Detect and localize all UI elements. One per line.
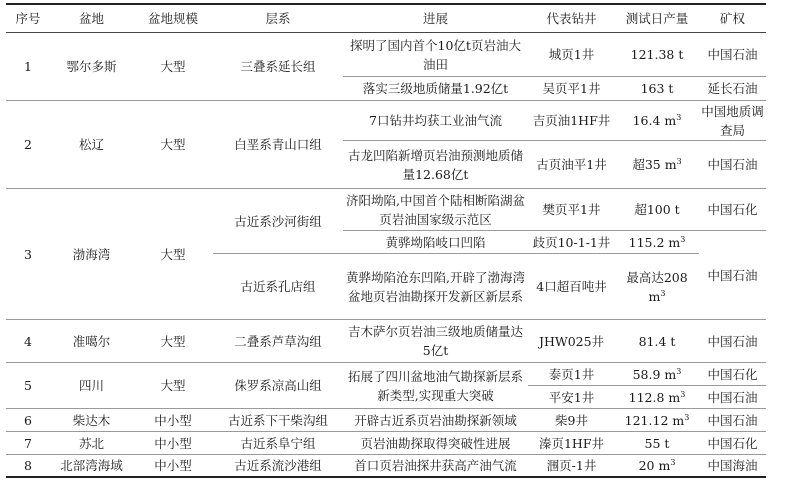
cell-mineral-rights bbox=[699, 101, 766, 141]
cell-progress-text: 首口页岩油探井获高产油气流 bbox=[354, 457, 517, 473]
cell-index-text: 7 bbox=[24, 435, 32, 451]
cell-representative-well bbox=[528, 432, 615, 455]
table-header-row bbox=[6, 4, 766, 33]
cell-basin-text: 苏北 bbox=[78, 435, 104, 451]
cell-daily-output bbox=[615, 254, 699, 320]
table-row bbox=[6, 455, 766, 477]
cell-daily-output-unit-exponent: 3 bbox=[676, 113, 682, 122]
cell-mineral-rights bbox=[699, 33, 766, 77]
cell-mineral-rights bbox=[699, 231, 766, 320]
cell-basin-scale-text: 大型 bbox=[160, 59, 186, 74]
cell-daily-output bbox=[615, 189, 699, 231]
table-row bbox=[6, 432, 766, 455]
cell-index-text: 6 bbox=[24, 412, 32, 428]
cell-mineral-rights-text: 中国石油 bbox=[707, 267, 758, 283]
cell-daily-output bbox=[615, 33, 699, 77]
cell-progress bbox=[343, 33, 528, 77]
cell-progress-text: 落实三级地质储量1.92亿t bbox=[362, 81, 509, 96]
cell-strata-text: 三叠系延长组 bbox=[240, 59, 316, 74]
cell-daily-output-unit-exponent: 3 bbox=[680, 389, 686, 399]
cell-representative-well-text: 吴页平1井 bbox=[542, 81, 601, 96]
cell-daily-output bbox=[615, 231, 699, 254]
cell-daily-output bbox=[615, 363, 699, 386]
cell-representative-well-text: 城页1井 bbox=[548, 47, 595, 62]
cell-strata bbox=[213, 33, 343, 101]
cell-daily-output-unit-exponent: 3 bbox=[680, 234, 686, 244]
cell-index-text: 2 bbox=[24, 137, 32, 152]
cell-daily-output-text: 121.38 t bbox=[630, 47, 684, 62]
cell-representative-well bbox=[528, 101, 615, 141]
cell-strata bbox=[213, 101, 343, 189]
header-basin: 盆地 bbox=[50, 4, 133, 33]
cell-representative-well bbox=[528, 231, 615, 254]
cell-mineral-rights bbox=[699, 386, 766, 409]
cell-mineral-rights bbox=[699, 409, 766, 432]
cell-mineral-rights-text: 中国石化 bbox=[707, 435, 758, 451]
cell-basin-scale bbox=[133, 33, 213, 101]
cell-mineral-rights bbox=[699, 432, 766, 455]
cell-progress bbox=[343, 231, 528, 254]
cell-representative-well bbox=[528, 363, 615, 386]
cell-basin-text: 鄂尔多斯 bbox=[66, 59, 117, 74]
cell-index-text: 4 bbox=[24, 333, 32, 349]
cell-progress-text: 拓展了四川盆地油气勘探新层系新类型,实现重大突破 bbox=[347, 368, 523, 403]
cell-daily-output-text: 20 m bbox=[638, 457, 671, 473]
cell-index bbox=[6, 409, 50, 432]
cell-index bbox=[6, 455, 50, 477]
cell-basin bbox=[50, 363, 133, 409]
cell-basin-text: 松辽 bbox=[78, 137, 104, 152]
cell-basin-scale-text: 大型 bbox=[160, 246, 186, 262]
cell-representative-well bbox=[528, 455, 615, 477]
cell-strata-text: 白垩系青山口组 bbox=[234, 137, 322, 152]
cell-mineral-rights-text: 中国石油 bbox=[707, 333, 758, 349]
cell-index-text: 5 bbox=[24, 378, 32, 393]
cell-basin-text: 四川 bbox=[78, 378, 104, 393]
cell-strata bbox=[213, 254, 343, 320]
table-row bbox=[6, 189, 766, 231]
table-row bbox=[6, 101, 766, 141]
cell-strata bbox=[213, 432, 343, 455]
cell-mineral-rights-text: 中国石化 bbox=[707, 366, 758, 382]
cell-mineral-rights-text: 中国石油 bbox=[707, 389, 758, 405]
cell-mineral-rights bbox=[699, 77, 766, 101]
cell-mineral-rights-text: 中国石油 bbox=[707, 47, 758, 62]
cell-basin-scale bbox=[133, 101, 213, 189]
cell-strata bbox=[213, 455, 343, 477]
cell-basin-scale bbox=[133, 455, 213, 477]
cell-representative-well bbox=[528, 386, 615, 409]
cell-basin bbox=[50, 101, 133, 189]
cell-daily-output-text: 115.2 m bbox=[628, 234, 681, 250]
cell-daily-output bbox=[615, 409, 699, 432]
cell-basin-scale-text: 中小型 bbox=[154, 435, 192, 451]
cell-daily-output-text: 最高达208 m bbox=[626, 269, 688, 304]
cell-basin bbox=[50, 189, 133, 320]
cell-strata bbox=[213, 363, 343, 409]
cell-index-text: 8 bbox=[24, 457, 32, 473]
cell-representative-well-text: 歧页10-1-1井 bbox=[532, 234, 611, 250]
cell-basin-scale bbox=[133, 363, 213, 409]
cell-basin-text: 准噶尔 bbox=[72, 333, 111, 349]
cell-progress-text: 黄骅坳陷岐口凹陷 bbox=[385, 234, 486, 250]
cell-strata-text: 古近系孔店组 bbox=[240, 279, 316, 294]
cell-strata-text: 侏罗系凉高山组 bbox=[234, 378, 322, 393]
cell-progress-text: 7口钻井均获工业油气流 bbox=[369, 113, 502, 128]
cell-representative-well bbox=[528, 189, 615, 231]
cell-representative-well-text: 涠页-1井 bbox=[546, 457, 597, 473]
cell-mineral-rights-text: 中国石油 bbox=[707, 157, 758, 172]
cell-progress bbox=[343, 101, 528, 141]
cell-progress-text: 页岩油勘探取得突破性进展 bbox=[360, 435, 511, 451]
header-daily-output: 测试日产量 bbox=[615, 4, 699, 33]
cell-daily-output bbox=[615, 455, 699, 477]
header-progress: 进展 bbox=[343, 4, 528, 33]
cell-progress bbox=[343, 189, 528, 231]
cell-daily-output bbox=[615, 141, 699, 189]
cell-mineral-rights-text: 延长石油 bbox=[707, 81, 758, 96]
header-representative-well: 代表钻井 bbox=[528, 4, 615, 33]
cell-mineral-rights-text: 中国地质调查局 bbox=[701, 103, 764, 138]
cell-representative-well bbox=[528, 409, 615, 432]
cell-basin bbox=[50, 320, 133, 363]
cell-progress bbox=[343, 254, 528, 320]
cell-daily-output-text: 163 t bbox=[640, 81, 674, 96]
cell-daily-output-text: 112.8 m bbox=[628, 389, 681, 405]
cell-index bbox=[6, 101, 50, 189]
cell-daily-output-unit-exponent: 3 bbox=[676, 366, 682, 376]
cell-daily-output bbox=[615, 386, 699, 409]
table-row bbox=[6, 33, 766, 77]
cell-daily-output-text: 58.9 m bbox=[632, 366, 677, 382]
cell-daily-output bbox=[615, 320, 699, 363]
cell-daily-output-text: 16.4 m bbox=[632, 113, 677, 128]
cell-strata-text: 古近系下干柴沟组 bbox=[227, 412, 328, 428]
cell-basin-scale bbox=[133, 320, 213, 363]
cell-representative-well bbox=[528, 320, 615, 363]
cell-representative-well-text: 吉页油1HF井 bbox=[532, 113, 611, 128]
cell-daily-output-unit-exponent: 3 bbox=[676, 157, 682, 166]
cell-representative-well-text: 泰页1井 bbox=[548, 366, 595, 382]
cell-mineral-rights-text: 中国石化 bbox=[707, 202, 758, 217]
cell-progress bbox=[343, 455, 528, 477]
cell-index-text: 3 bbox=[24, 246, 32, 262]
cell-basin-scale-text: 大型 bbox=[160, 333, 186, 349]
cell-basin bbox=[50, 33, 133, 101]
cell-progress-text: 探明了国内首个10亿t页岩油大油田 bbox=[350, 37, 521, 72]
cell-basin-text: 柴达木 bbox=[72, 412, 111, 428]
table-body bbox=[6, 33, 766, 477]
cell-basin-scale-text: 中小型 bbox=[154, 412, 192, 428]
cell-strata-text: 古近系沙河街组 bbox=[234, 213, 322, 229]
cell-basin-scale bbox=[133, 409, 213, 432]
cell-representative-well-text: 平安1井 bbox=[548, 389, 595, 405]
cell-progress-text: 吉木萨尔页岩油三级地质储量达5亿t bbox=[347, 324, 523, 358]
cell-daily-output-unit-exponent: 3 bbox=[660, 288, 666, 298]
cell-representative-well-text: JHW025井 bbox=[538, 333, 605, 349]
table-row bbox=[6, 409, 766, 432]
cell-representative-well-text: 4口超百吨井 bbox=[536, 279, 607, 294]
shale-oil-table bbox=[6, 3, 766, 478]
cell-daily-output-unit-exponent: 3 bbox=[684, 412, 690, 422]
table-row bbox=[6, 320, 766, 363]
cell-mineral-rights bbox=[699, 363, 766, 386]
cell-daily-output-text: 55 t bbox=[644, 435, 670, 451]
cell-strata-text: 古近系阜宁组 bbox=[240, 435, 316, 451]
cell-progress bbox=[343, 320, 528, 363]
cell-daily-output bbox=[615, 432, 699, 455]
cell-representative-well-text: 溱页1HF井 bbox=[538, 435, 605, 451]
cell-representative-well-text: 古页油平1井 bbox=[536, 157, 607, 172]
cell-progress-text: 古龙凹陷新增页岩油预测地质储量12.68亿t bbox=[347, 147, 523, 182]
cell-basin-scale-text: 大型 bbox=[160, 378, 186, 393]
cell-basin-scale bbox=[133, 432, 213, 455]
cell-daily-output-text: 121.12 m bbox=[624, 412, 685, 428]
cell-basin-text: 渤海湾 bbox=[72, 246, 111, 262]
cell-progress bbox=[343, 432, 528, 455]
header-index: 序号 bbox=[6, 4, 50, 33]
cell-index bbox=[6, 189, 50, 320]
header-strata: 层系 bbox=[213, 4, 343, 33]
cell-strata bbox=[213, 320, 343, 363]
cell-basin-text: 北部湾海域 bbox=[60, 457, 123, 473]
cell-basin bbox=[50, 455, 133, 477]
header-mineral-rights: 矿权 bbox=[699, 4, 766, 33]
cell-index bbox=[6, 320, 50, 363]
cell-mineral-rights-text: 中国石油 bbox=[707, 412, 758, 428]
cell-basin-scale bbox=[133, 189, 213, 320]
cell-strata bbox=[213, 189, 343, 254]
cell-index-text: 1 bbox=[24, 59, 32, 74]
cell-strata-text: 古近系流沙港组 bbox=[234, 457, 322, 473]
cell-mineral-rights-text: 中国海油 bbox=[707, 457, 758, 473]
table-row bbox=[6, 363, 766, 386]
cell-daily-output-unit-exponent: 3 bbox=[670, 457, 676, 467]
cell-basin bbox=[50, 432, 133, 455]
cell-daily-output-text: 81.4 t bbox=[638, 333, 676, 349]
cell-basin-scale-text: 中小型 bbox=[154, 457, 192, 473]
cell-representative-well bbox=[528, 33, 615, 77]
cell-basin bbox=[50, 409, 133, 432]
cell-daily-output bbox=[615, 77, 699, 101]
cell-representative-well bbox=[528, 254, 615, 320]
cell-index bbox=[6, 363, 50, 409]
cell-daily-output-text: 超100 t bbox=[634, 202, 680, 217]
cell-daily-output-text: 超35 m bbox=[632, 157, 677, 172]
cell-representative-well bbox=[528, 77, 615, 101]
cell-progress-text: 开辟古近系页岩油勘探新领域 bbox=[354, 412, 517, 428]
cell-daily-output bbox=[615, 101, 699, 141]
cell-progress bbox=[343, 77, 528, 101]
cell-progress bbox=[343, 409, 528, 432]
cell-progress-text: 济阳坳陷,中国首个陆相断陷湖盆页岩油国家级示范区 bbox=[346, 192, 525, 227]
cell-progress-text: 黄骅坳陷沧东凹陷,开辟了渤海湾盆地页岩油勘探开发新区新层系 bbox=[346, 269, 525, 304]
cell-basin-scale-text: 大型 bbox=[160, 137, 186, 152]
cell-progress bbox=[343, 141, 528, 189]
cell-index bbox=[6, 432, 50, 455]
cell-mineral-rights bbox=[699, 455, 766, 477]
cell-representative-well bbox=[528, 141, 615, 189]
cell-representative-well-text: 柴9井 bbox=[555, 412, 588, 428]
cell-mineral-rights bbox=[699, 141, 766, 189]
cell-mineral-rights bbox=[699, 189, 766, 231]
cell-strata bbox=[213, 409, 343, 432]
cell-mineral-rights bbox=[699, 320, 766, 363]
cell-index bbox=[6, 33, 50, 101]
cell-strata-text: 二叠系芦草沟组 bbox=[234, 333, 322, 349]
cell-representative-well-text: 樊页平1井 bbox=[542, 202, 601, 217]
cell-progress bbox=[343, 363, 528, 409]
header-basin-scale: 盆地规模 bbox=[133, 4, 213, 33]
